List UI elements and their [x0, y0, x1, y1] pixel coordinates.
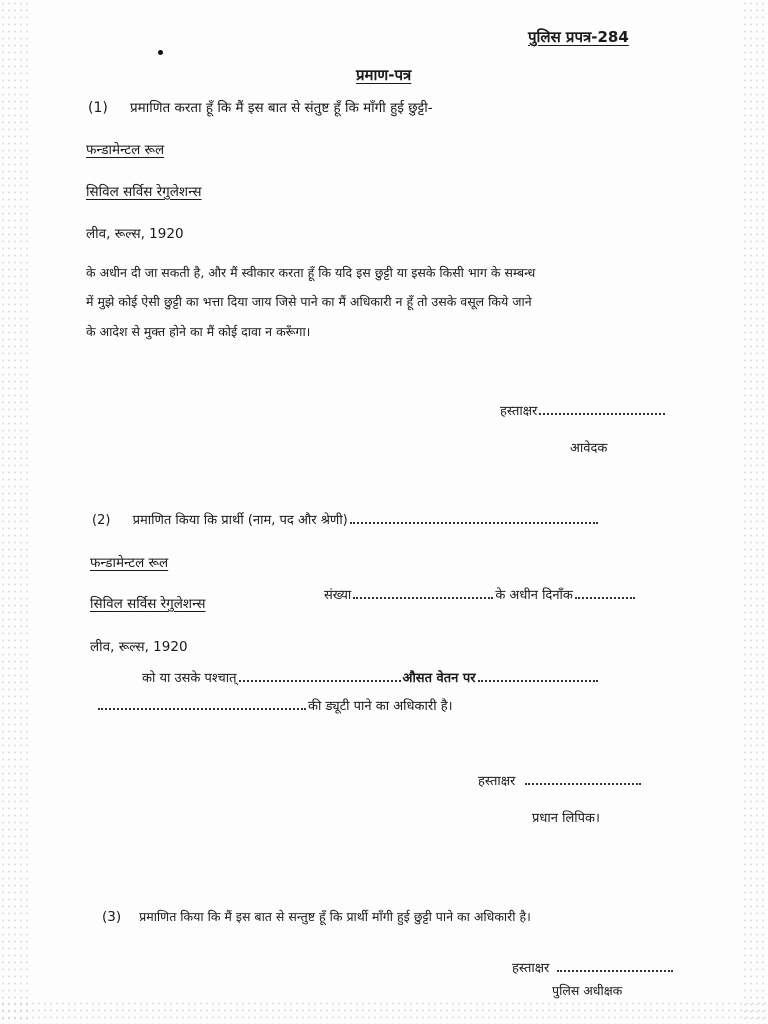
section-1-paragraph-line-1: के अधीन दी जा सकती है, और मैं स्वीकार करता हूँ कि यदि इस छुट्टी या इसके किसी भाग के सम्बन्ध	[86, 265, 536, 280]
section-1-number: (1)	[88, 100, 108, 116]
section-1-intro: प्रमाणित करता हूँ कि मैं इस बात से संतुष्ट हूँ कि माँगी हुई छुट्टी-	[130, 100, 433, 116]
section-3-text: प्रमाणित किया कि मैं इस बात से सन्तुष्ट हूँ कि प्रार्थी माँगी हुई छुट्टी पाने का अधिकारी है।	[139, 909, 531, 924]
form-number: पुलिस प्रपत्र-284	[528, 28, 629, 46]
section-2-salary-line	[478, 668, 598, 682]
section-1-signer-role: आवेदक	[570, 441, 608, 456]
section-2-signer-role: प्रधान लिपिक।	[532, 811, 600, 826]
section-2-after-line	[239, 668, 401, 682]
section-1-signature-field[interactable]	[500, 401, 667, 421]
section-3-number: (3)	[102, 909, 122, 925]
section-1-rule-leave: लीव, रूल्स, 1920	[86, 226, 184, 242]
section-1-paragraph-line-3: के आदेश से मुक्त होने का मैं कोई दावा न करूँगा।	[86, 324, 311, 339]
section-3-signer-role: पुलिस अधीक्षक	[552, 983, 623, 998]
document-title: प्रमाण-पत्र	[356, 66, 412, 84]
section-2-number-field[interactable]	[324, 585, 637, 605]
section-2-signature-label: हस्ताक्षर	[478, 774, 516, 789]
section-2-under-date-label: के अधीन दिनाँक	[495, 588, 573, 603]
scan-speck	[158, 50, 163, 55]
section-2-intro-row[interactable]	[92, 510, 600, 530]
section-2-number: (2)	[92, 513, 111, 528]
scan-edge-bottom	[0, 1000, 768, 1024]
section-2-number-line	[353, 585, 493, 599]
section-3-signature-label: हस्ताक्षर	[512, 961, 550, 976]
section-2-duty-line	[98, 696, 306, 710]
section-1-signature-line	[539, 401, 665, 415]
section-2-number-label: संख्या	[324, 588, 352, 603]
section-1-signature-label: हस्ताक्षर	[500, 404, 538, 419]
section-3-row	[102, 908, 531, 926]
section-2-signature-line	[525, 771, 641, 785]
section-2-name-line	[350, 510, 598, 524]
section-1-rule-civil-service: सिविल सर्विस रेगुलेशन्स	[86, 184, 202, 200]
section-2-after-label: को या उसके पश्चात्	[142, 671, 237, 686]
section-2-entitled-field[interactable]	[96, 696, 453, 716]
section-2-avg-salary-label: औसत वेतन पर	[402, 671, 476, 686]
scan-edge-right	[742, 0, 768, 1024]
section-2-entitled-label: की ड्यूटी पाने का अधिकारी है।	[308, 699, 453, 714]
section-2-rule-leave: लीव, रूल्स, 1920	[90, 639, 188, 655]
section-2-rule-civil-service: सिविल सर्विस रेगुलेशन्स	[90, 596, 206, 612]
section-3-signature-field[interactable]	[512, 958, 675, 978]
section-1-paragraph-line-2: में मुझे कोई ऐसी छुट्टी का भत्ता दिया जाय जिसे पाने का मैं अधिकारी न हूँ तो उसके वसूल किये जाने	[86, 294, 532, 309]
section-3-signature-line	[557, 958, 673, 972]
section-2-after-field[interactable]	[142, 668, 600, 688]
section-1-rule-fundamental: फन्डामेन्टल रूल	[86, 142, 165, 158]
section-2-rule-fundamental: फन्डामेन्टल रूल	[90, 555, 169, 571]
section-2-intro: प्रमाणित किया कि प्रार्थी (नाम, पद और श्रेणी)	[132, 513, 348, 528]
section-2-signature-field[interactable]	[478, 771, 643, 791]
scan-edge-left	[0, 0, 28, 1024]
section-2-date-line	[575, 585, 635, 599]
